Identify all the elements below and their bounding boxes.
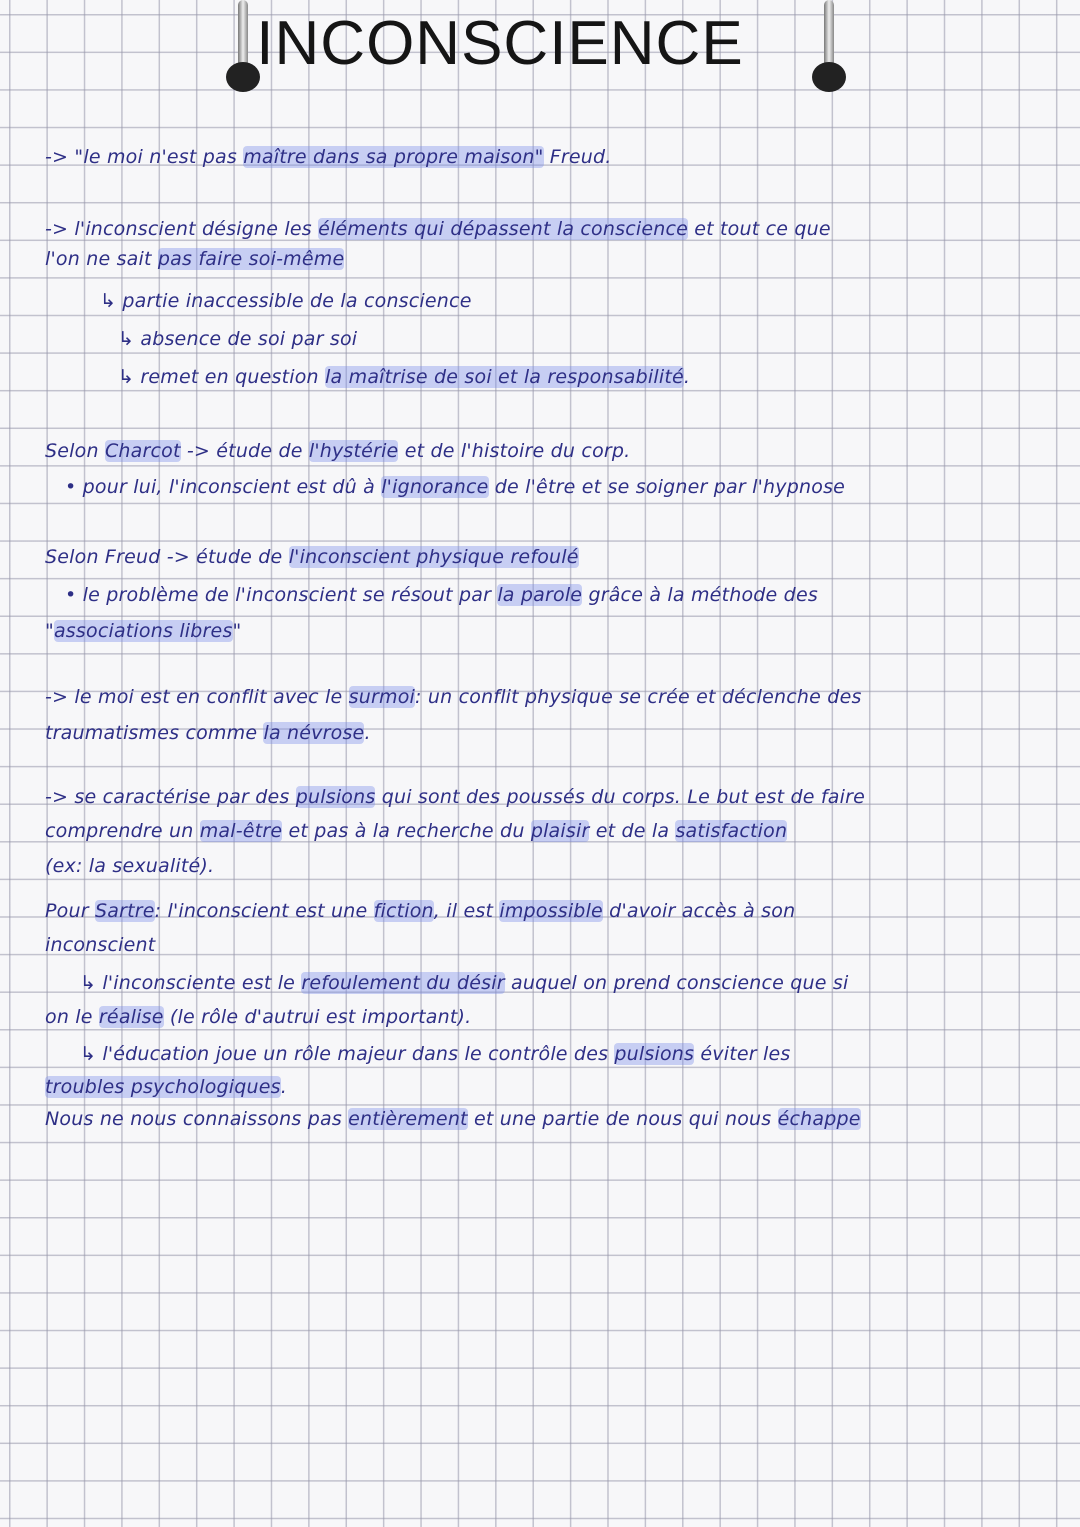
note-text: traumatismes comme xyxy=(45,722,264,744)
highlighted-text: fiction xyxy=(373,900,434,922)
note-text: -> "le moi n'est pas xyxy=(45,146,244,168)
note-line xyxy=(45,146,612,168)
note-text: de l'être et se soigner par l'hypnose xyxy=(488,476,846,498)
highlighted-text: réalise xyxy=(98,1006,164,1028)
note-text: l'on ne sait xyxy=(45,248,158,270)
note-text: grâce à la méthode des xyxy=(582,584,818,606)
highlighted-text: la névrose xyxy=(263,722,365,744)
note-line xyxy=(45,934,155,956)
note-text: Pour xyxy=(45,900,95,922)
note-text: et de la xyxy=(589,820,676,842)
note-line xyxy=(45,248,344,270)
note-text: d'avoir accès à son xyxy=(602,900,796,922)
note-text: Selon Freud -> étude de xyxy=(45,546,289,568)
note-text: . xyxy=(280,1076,287,1098)
note-text: éviter les xyxy=(694,1043,791,1065)
highlighted-text: pas faire soi-même xyxy=(157,248,345,270)
note-text: Selon xyxy=(45,440,105,462)
note-line xyxy=(45,855,214,877)
note-text: " xyxy=(232,620,242,642)
note-text: et tout ce que xyxy=(688,218,831,240)
note-text: (ex: la sexualité). xyxy=(45,855,215,877)
highlighted-text: l'ignorance xyxy=(381,476,489,498)
note-line xyxy=(45,546,579,568)
note-text: et pas à la recherche du xyxy=(282,820,531,842)
note-text: ↳ remet en question xyxy=(118,366,326,388)
note-text: • le problème de l'inconscient se résout par xyxy=(65,584,498,606)
note-line xyxy=(45,440,630,462)
note-line xyxy=(100,290,472,312)
note-text: Freud. xyxy=(543,146,612,168)
note-line xyxy=(45,686,862,708)
note-line xyxy=(45,1076,287,1098)
note-text: comprendre un xyxy=(45,820,200,842)
note-line xyxy=(80,972,848,994)
note-text: -> étude de xyxy=(180,440,309,462)
note-text: -> l'inconscient désigne les xyxy=(45,218,319,240)
note-text: . xyxy=(364,722,371,744)
note-text: auquel on prend conscience que si xyxy=(504,972,849,994)
note-text: • pour lui, l'inconscient est dû à xyxy=(65,476,382,498)
highlighted-text: impossible xyxy=(499,900,603,922)
note-text: Nous ne nous connaissons pas xyxy=(45,1108,349,1130)
note-line xyxy=(45,620,242,642)
note-line xyxy=(45,1006,471,1028)
highlighted-text: échappe xyxy=(777,1108,861,1130)
highlighted-text: mal-être xyxy=(199,820,283,842)
note-text: " xyxy=(45,620,54,642)
note-line xyxy=(118,366,690,388)
note-line xyxy=(45,722,371,744)
highlighted-text: surmoi xyxy=(348,686,416,708)
note-text: on le xyxy=(45,1006,99,1028)
note-text: et de l'histoire du corp. xyxy=(398,440,631,462)
note-text: : un conflit physique se crée et déclenche des xyxy=(415,686,862,708)
note-text: , il est xyxy=(433,900,500,922)
note-text: ↳ l'inconsciente est le xyxy=(80,972,302,994)
highlighted-text: satisfaction xyxy=(675,820,788,842)
highlighted-text: l'hystérie xyxy=(308,440,399,462)
note-text: ↳ absence de soi par soi xyxy=(118,328,358,350)
note-text: . xyxy=(683,366,691,388)
highlighted-text: pulsions xyxy=(614,1043,695,1065)
highlighted-text: entièrement xyxy=(348,1108,468,1130)
note-text: ↳ partie inaccessible de la conscience xyxy=(100,290,472,312)
highlighted-text: troubles psychologiques xyxy=(45,1076,281,1098)
note-line xyxy=(45,900,795,922)
note-line xyxy=(45,218,831,240)
highlighted-text: la parole xyxy=(497,584,583,606)
highlighted-text: Charcot xyxy=(104,440,181,462)
highlighted-text: refoulement du désir xyxy=(301,972,505,994)
note-text: : l'inconscient est une xyxy=(154,900,374,922)
highlighted-text: l'inconscient physique refoulé xyxy=(288,546,579,568)
highlighted-text: la maîtrise de soi et la responsabilité xyxy=(325,366,684,388)
note-line xyxy=(118,328,357,350)
note-text: (le rôle d'autrui est important). xyxy=(163,1006,472,1028)
highlighted-text: associations libres xyxy=(53,620,233,642)
note-text: qui sont des poussés du corps. Le but est de faire xyxy=(375,786,865,808)
highlighted-text: pulsions xyxy=(295,786,376,808)
highlighted-text: plaisir xyxy=(530,820,590,842)
note-line xyxy=(45,786,865,808)
note-text: ↳ l'éducation joue un rôle majeur dans le contrôle des xyxy=(80,1043,615,1065)
note-text: -> se caractérise par des xyxy=(45,786,296,808)
note-text: -> le moi est en conflit avec le xyxy=(45,686,349,708)
note-text: inconscient xyxy=(45,934,156,956)
page-title: INCONSCIENCE xyxy=(256,9,744,78)
note-line xyxy=(45,820,787,842)
highlighted-text: Sartre xyxy=(94,900,155,922)
highlighted-text: éléments qui dépassent la conscience xyxy=(318,218,689,240)
highlighted-text: maître dans sa propre maison" xyxy=(243,146,544,168)
note-text: et une partie de nous qui nous xyxy=(467,1108,778,1130)
note-line xyxy=(65,476,845,498)
note-line xyxy=(80,1043,790,1065)
note-line xyxy=(65,584,818,606)
note-line xyxy=(45,1108,861,1130)
